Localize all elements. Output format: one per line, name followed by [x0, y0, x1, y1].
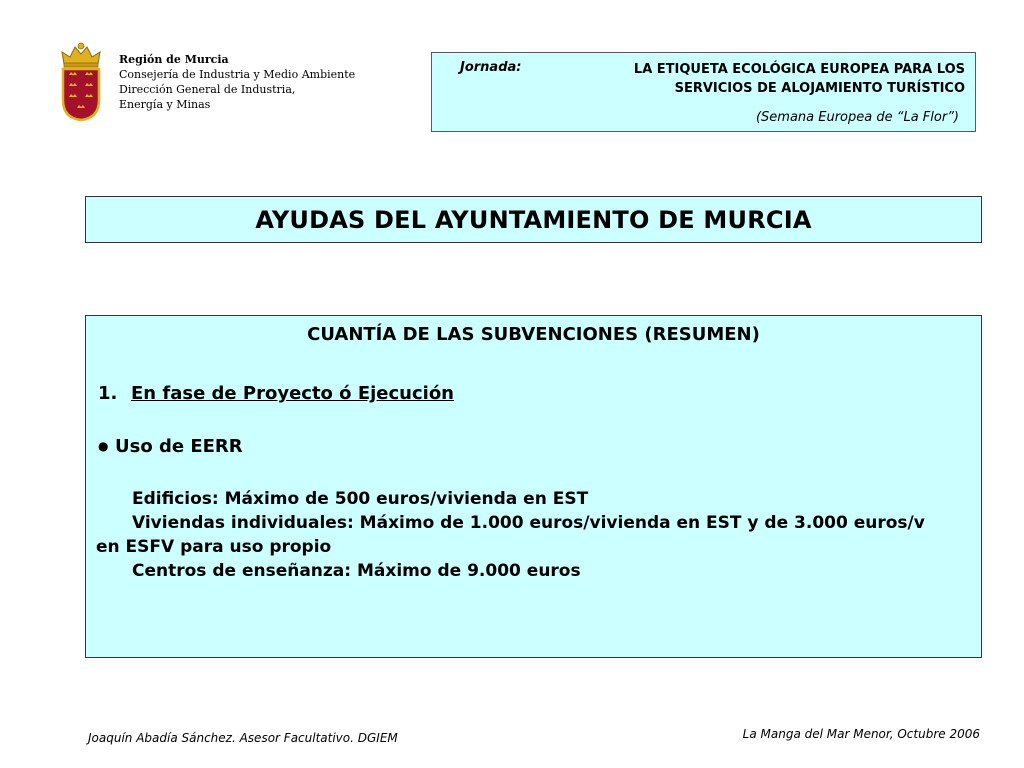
content-heading: CUANTÍA DE LAS SUBVENCIONES (RESUMEN) [307, 324, 760, 345]
detail-schools: Centros de enseñanza: Máximo de 9.000 euros [132, 561, 581, 581]
murcia-coat-of-arms-icon [58, 42, 104, 122]
event-box [431, 52, 976, 132]
section-number: 1. [98, 383, 118, 404]
event-title [545, 60, 965, 98]
event-label: Jornada: [460, 60, 522, 75]
main-title-box [85, 196, 982, 243]
org-directorate-cont: Energía y Minas [119, 98, 211, 111]
section-heading [98, 383, 454, 404]
bullet-item [98, 436, 243, 457]
org-name: Región de Murcia [119, 53, 229, 66]
organization-info [119, 52, 355, 112]
bullet-text: Uso de EERR [115, 436, 243, 457]
org-directorate: Dirección General de Industria, [119, 83, 296, 96]
subsidy-details [96, 487, 976, 583]
detail-buildings: Edificios: Máximo de 500 euros/vivienda en EST [132, 489, 589, 509]
section-title: En fase de Proyecto ó Ejecución [131, 383, 454, 404]
org-department: Consejería de Industria y Medio Ambiente [119, 68, 356, 81]
detail-homes: Viviendas individuales: Máximo de 1.000 euros/vivienda en EST y de 3.000 euros/v [132, 513, 925, 533]
content-box [85, 315, 982, 658]
main-title: AYUDAS DEL AYUNTAMIENTO DE MURCIA [255, 205, 812, 234]
event-subtitle: (Semana Europea de “La Flor”) [755, 110, 959, 125]
detail-homes-cont: en ESFV para uso propio [96, 537, 332, 557]
event-title-line2: SERVICIOS DE ALOJAMIENTO TURÍSTICO [674, 81, 965, 96]
bullet-icon: ● [98, 439, 109, 453]
footer-place-date: La Manga del Mar Menor, Octubre 2006 [742, 727, 980, 741]
footer-author: Joaquín Abadía Sánchez. Asesor Facultativo. DGIEM [88, 731, 398, 745]
event-title-line1: LA ETIQUETA ECOLÓGICA EUROPEA PARA LOS [633, 62, 965, 77]
